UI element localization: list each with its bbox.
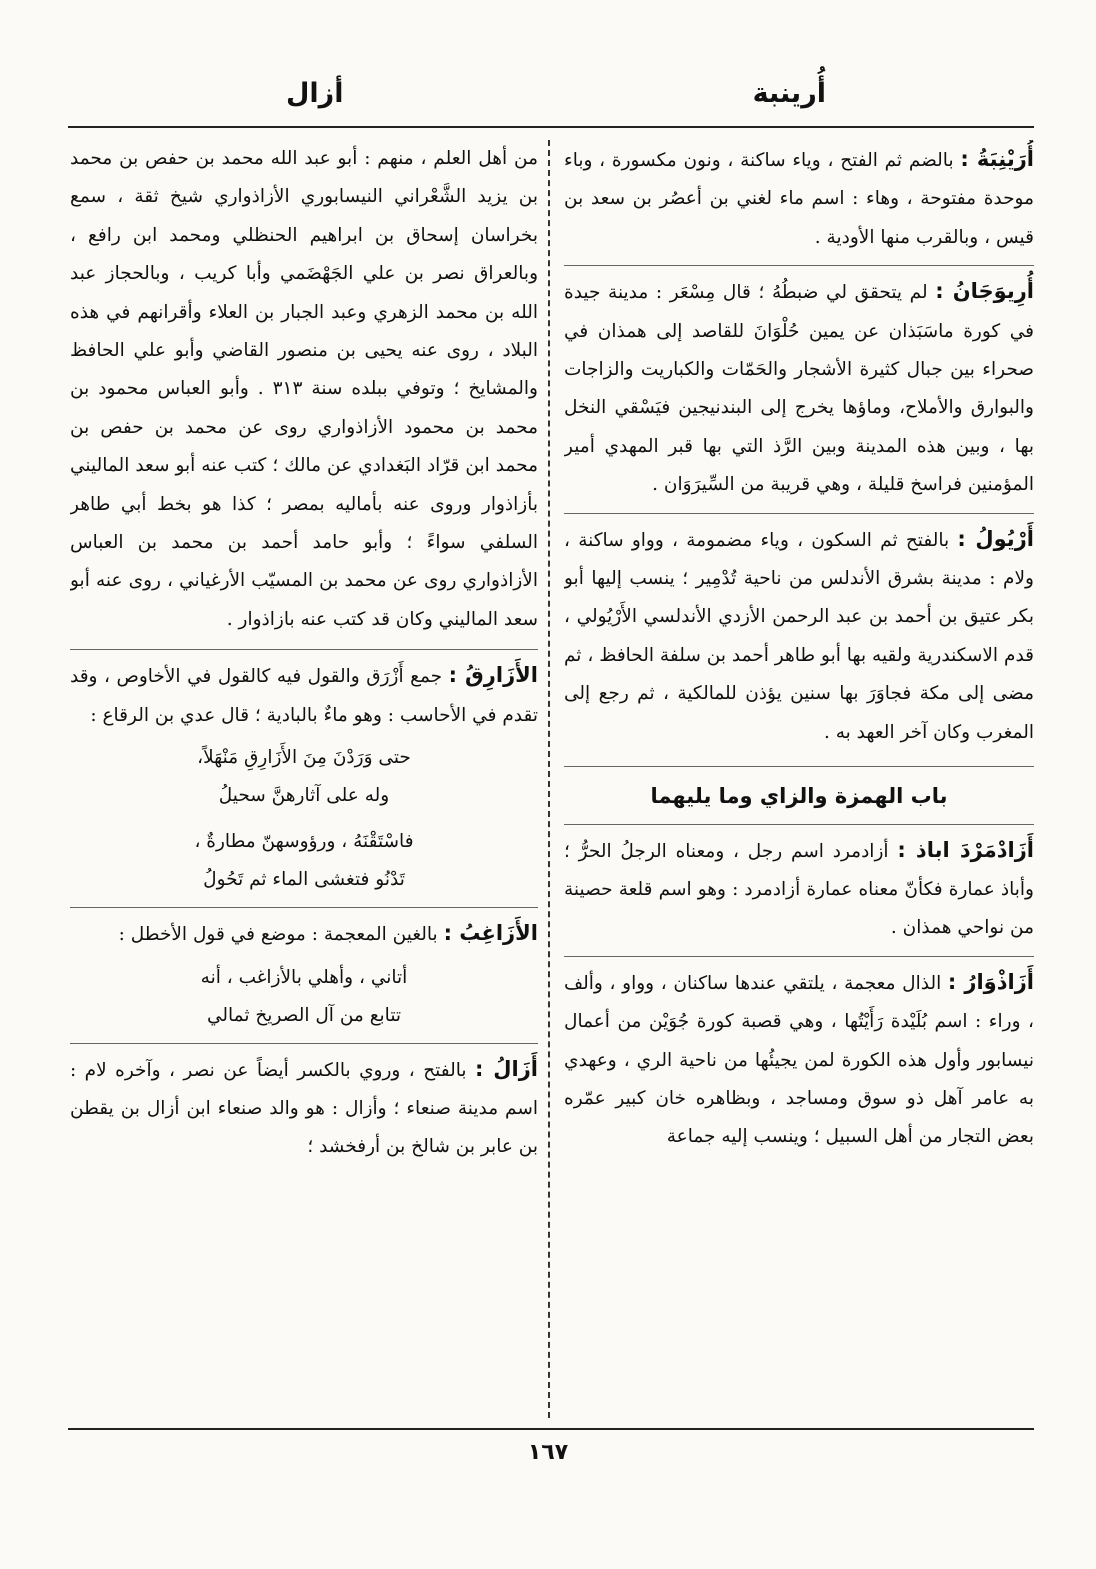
- entry: [70, 907, 538, 1034]
- verse-line: أتاني ، وأهلي بالأزاغب ، أنه: [200, 966, 408, 988]
- entry-body: بالضم ثم الفتح ، وياء ساكنة ، ونون مكسورة ، وباء موحدة مفتوحة ، وهاء : اسم ماء لغني بن أعصُر بن سعد بن قيس ، وبالقرب منها الأودية .: [564, 150, 1034, 248]
- entry: [564, 956, 1034, 1157]
- entry: [70, 1043, 538, 1167]
- bottom-rule: [68, 1428, 1034, 1430]
- header-right-title: أُرينبة: [752, 78, 826, 109]
- entry-body: بالغين المعجمة : موضع في قول الأخطل :: [118, 924, 438, 946]
- verse: [70, 823, 538, 899]
- column-divider: [548, 140, 550, 1418]
- entry-body: جمع أَزْرَق والقول فيه كالقول في الأخاوص ، وقد تقدم في الأحاسب : وهو ماءٌ بالبادية ؛ قال عدي بن الرقاع :: [70, 666, 538, 726]
- running-header: [0, 72, 1096, 120]
- left-column: [70, 140, 538, 1420]
- entry-body: أزادمرد اسم رجل ، ومعناه الرجلُ الحرُّ ؛ وأباذ عمارة فكأنّ معناه عمارة أزادمرد : وهو اسم قلعة حصينة من نواحي همذان .: [564, 840, 1034, 939]
- verse-line: تتابع من آل الصريخ ثمالي: [206, 1004, 402, 1026]
- verse-line: حتى وَرَدْنَ مِنَ الأَزَارِقِ مَنْهَلاً،: [197, 747, 411, 769]
- entry-continuation: من أهل العلم ، منهم : أبو عبد الله محمد بن حفص بن محمد بن يزيد الشَّعْراني النيسابوري الأزاذواري شيخ ثقة ، سمع بخراسان إسحاق بن ابراهيم الحنظلي ومحمد ابن رافع ، وبالعراق نصر بن علي الجَهْضَمي وأبا كريب ، وبالحجاز عبد الله بن محمد الزهري وعبد الجبار بن العلاء وأقرانهم في هذه البلاد ، روى عنه يحيى بن منصور القاضي وأبو علي الحافظ والمشايخ ؛ وتوفي ببلده سنة ٣١٣ . وأبو العباس محمود بن محمد بن محمود الأزاذواري روى عن محمد بن حفص بن محمد ابن قرّاد البَغدادي عن مالك ؛ كتب عنه أبو سعد الماليني بأزاذوار وروى عنه بأماليه بمصر ؛ كذا هو بخط أبي طاهر السلفي سواءً ؛ وأبو حامد أحمد بن محمد بن العباس الأزاذواري روى عن محمد بن المسيّب الأرغياني ، روى عنه أبو سعد الماليني وكان قد كتب عنه بازاذوار .: [70, 148, 538, 630]
- entry-headword: أَرْيُولُ :: [957, 526, 1034, 551]
- verse: [70, 739, 538, 815]
- entry: [564, 140, 1034, 257]
- entry-headword: أُرَيْنِبَةُ :: [960, 147, 1034, 171]
- entry: [70, 649, 538, 899]
- section-title: باب الهمزة والزاي وما يليهما: [564, 766, 1034, 815]
- entry-body: لم يتحقق لي ضبطُهُ ؛ قال مِسْعَر : مدينة جيدة في كورة ماسَبَذان عن يمين حُلْوَانَ للقاصد إلى همذان في صحراء بين جبال كثيرة الأشجار والحَمّات والكباريت والزاجات والبوارق والأملاح، وماؤها يخرج إلى البندنيجين فيَسْقي النخل بها ، وبين هذه المدينة وبين الرَّذ التي بها قبر المهدي أمير المؤمنين فراسخ قليلة ، وهي قريبة من السِّيرَوَان .: [564, 282, 1034, 496]
- entry-headword: الأَزَاغِبُ :: [443, 921, 538, 946]
- verse-line: تَدْنُو فتغشى الماء ثم تَحُولُ: [203, 869, 405, 891]
- entry-headword: أَزَاذْوَارُ :: [947, 969, 1034, 994]
- top-rule: [68, 126, 1034, 128]
- entry-headword: أَزَالُ :: [475, 1056, 538, 1081]
- entry-headword: الأَزَارِقُ :: [448, 663, 538, 688]
- entry: [564, 824, 1034, 948]
- entry-body: الذال معجمة ، يلتقي عندها ساكنان ، وواو ، وألف ، وراء : اسم بُلَيْدة رَأَيْتُها ، وهي قصبة كورة جُوَيْن من أعمال نيسابور وأول هذه الكورة لمن يجيئُها من ناحية الري ، وعهدي به عامر آهل ذو سوق ومساجد ، وبظاهره خان كبير عمّره بعض التجار من أهل السبيل ؛ وينسب إليه جماعة: [564, 972, 1034, 1148]
- entry-body: بالفتح ثم السكون ، وياء مضمومة ، وواو ساكنة ، ولام : مدينة بشرق الأندلس من ناحية تُدْمِير ؛ ينسب إليها أبو بكر عتيق بن أحمد بن عبد الرحمن الأزدي الأندلسي الأَرْيُولي ، قدم الاسكندرية ولقيه بها أبو طاهر أحمد بن سلفة الحافظ ، ثم مضى إلى مكة فجاوَرَ بها سنين يؤذن للمالكية ، ثم رجع إلى المغرب وكان آخر العهد به .: [564, 529, 1034, 743]
- entry-headword: أُرِيوَجَانُ :: [935, 279, 1034, 304]
- entry-body: بالفتح ، وروي بالكسر أيضاً عن نصر ، وآخره لام : اسم مدينة صنعاء ؛ وأزال : هو والد صنعاء ابن أزال بن يقطن بن عابر بن شالخ بن أرفخشد ؛: [70, 1059, 538, 1158]
- header-left-title: أزال: [286, 78, 344, 109]
- entry-headword: أَزَادْمَرْدَ اباذ :: [897, 837, 1034, 862]
- entry: [564, 265, 1034, 504]
- verse: [70, 959, 538, 1035]
- verse-line: فاسْتَقْنَهُ ، ورؤوسهنّ مطارةٌ ،: [194, 831, 414, 853]
- entry: [564, 513, 1034, 752]
- page-number: ١٦٧: [527, 1440, 569, 1465]
- verse-line: وله على آثارهنَّ سحيلُ: [218, 785, 390, 807]
- right-column: [564, 140, 1034, 1420]
